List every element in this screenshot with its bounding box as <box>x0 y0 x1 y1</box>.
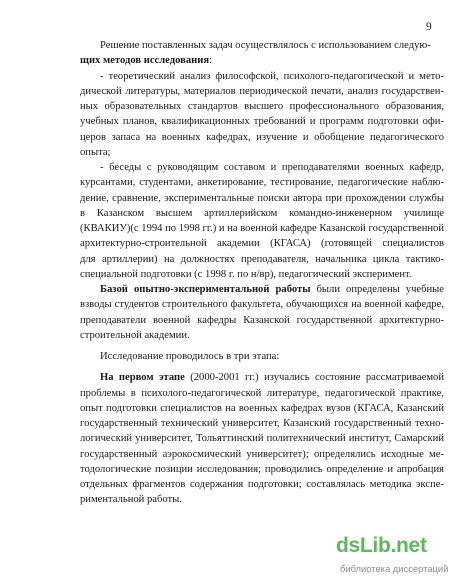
paragraph-line: опыта; <box>80 146 111 158</box>
paragraph-line <box>80 370 444 385</box>
paragraph-line: для артиллерии) на должностях преподавателя, начальника цикла тактико- <box>80 253 444 265</box>
paragraph-line <box>80 53 444 68</box>
methods-heading: щих методов исследования <box>80 55 210 67</box>
paragraph-line: курсантами, студентами, анкетирование, тестирование, педагогические наблю- <box>80 177 444 189</box>
text-run: были определены учебные <box>310 284 444 295</box>
dslib-logo: dsLib.net <box>336 534 427 557</box>
text-run: : <box>209 55 213 67</box>
paragraph-line: отдельных фрагментов содержания подготовки; составлялась методика экспе- <box>80 479 444 490</box>
paragraph-line: в Казанском высшем артиллерийском командно-инженерном училище <box>80 207 444 219</box>
paragraph-line: строительной академии. <box>80 329 190 341</box>
dslib-watermark <box>336 534 448 578</box>
paragraph-line: (КВАКИУ)(с 1994 по 1998 гг.) и на военной кафедре Казанской государственной <box>80 223 444 234</box>
paragraph-line: архитектурно-строительной академии (КГАСА) (готовящей специалистов <box>80 238 444 250</box>
paragraph-line: дение, сравнение, экспериментальные поиски автора при прохождении службы <box>80 192 444 204</box>
paragraph-line: государственный аэрокосмический университет); определялись исходные ме- <box>80 448 444 460</box>
paragraph-line: учебных планов, квалификационных требований и программ подготовки офи- <box>80 116 444 128</box>
paragraph-line: - беседы с руководящим составом и преподавателями военных кафедр, <box>100 162 444 173</box>
paragraph-line: церов запаса на военных кафедрах, изучение и обобщение педагогического <box>80 131 444 143</box>
paragraph-line: проблемы в психолого-педагогической литературе, педагогической практике, <box>80 387 444 399</box>
paragraph-line <box>80 282 444 297</box>
paragraph-line: ных образовательных стандартов высшего профессионального образования, <box>80 101 444 112</box>
paragraph-line: государственный технический университет, Казанский государственный техно- <box>80 418 444 429</box>
text-run: (2000-2001 гг.) изучались состояние рассматриваемой <box>184 372 444 384</box>
paragraph-line: дической литературы, материалов периодической печати, анализ государствен- <box>80 85 444 97</box>
paragraph-line: тодологические позиции исследования; проводились определение и апробация <box>80 463 444 475</box>
first-stage-heading: На первом этапе <box>100 372 185 384</box>
experimental-base-heading: Базой опытно-экспериментальной работы <box>100 284 311 295</box>
document-body <box>80 38 444 508</box>
paragraph-line: опыт подготовки специалистов на военных кафедрах вузов (КГАСА, Казанский <box>80 402 444 414</box>
paragraph-line: Решение поставленных задач осуществлялось с использованием следую- <box>100 40 431 51</box>
paragraph-line: специальной подготовки (с 1998 г. по н/вр), педагогический эксперимент. <box>80 268 412 280</box>
paragraph-line: Исследование проводилось в три этапа: <box>100 351 280 362</box>
paragraph-line: логический университет, Тольяттинский политехнический институт, Самарский <box>80 433 444 445</box>
paragraph-line: преподаватели военной кафедры Казанской государственной архитектурно- <box>80 314 444 326</box>
paragraph-line: взводы студентов строительного факультета, обучающихся на военной кафедре, <box>80 299 444 311</box>
paragraph-line: - теоретический анализ философской, психолого-педагогической и мето- <box>100 70 444 82</box>
dslib-subtitle: библиотека диссертаций <box>340 563 449 574</box>
page-number: 9 <box>426 21 432 33</box>
paragraph-line: риментальной работы. <box>80 494 182 506</box>
